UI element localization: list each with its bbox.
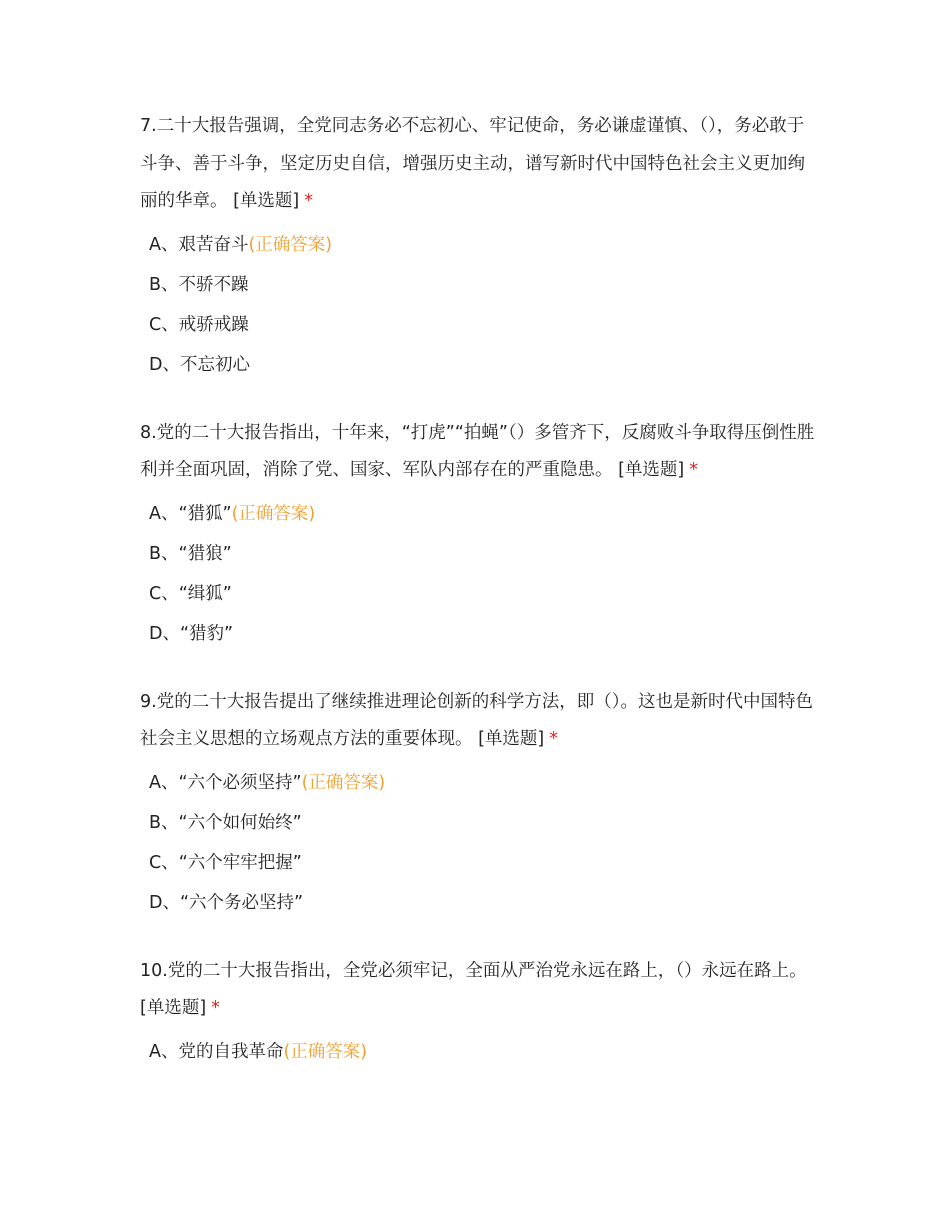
question-9	[140, 684, 820, 923]
option-d	[140, 345, 820, 385]
option-label: B、“六个如何始终”	[149, 812, 302, 833]
question-text	[140, 415, 820, 490]
option-label: D、“猎豹”	[149, 623, 234, 644]
option-label: A、艰苦奋斗	[149, 234, 249, 255]
question-type: [单选题]	[478, 729, 545, 749]
option-label: A、“猎狐”	[149, 503, 232, 524]
required-mark: *	[211, 998, 220, 1018]
option-a	[140, 763, 820, 803]
option-d	[140, 614, 820, 654]
question-8	[140, 415, 820, 654]
question-text	[140, 953, 820, 1028]
question-text	[140, 108, 820, 221]
required-mark: *	[689, 460, 698, 480]
required-mark: *	[304, 191, 313, 211]
correct-answer-mark: (正确答案)	[283, 1041, 368, 1062]
quiz-document	[140, 108, 820, 1102]
question-type: [单选题]	[140, 998, 207, 1018]
option-d	[140, 883, 820, 923]
correct-answer-mark: (正确答案)	[231, 503, 316, 524]
option-label: B、“猎狼”	[149, 543, 232, 564]
option-b	[140, 803, 820, 843]
question-type: [单选题]	[618, 460, 685, 480]
option-label: A、“六个必须坚持”	[149, 772, 302, 793]
option-label: C、“六个牢牢把握”	[149, 852, 302, 873]
option-label: D、“六个务必坚持”	[149, 892, 304, 913]
option-a	[140, 1032, 820, 1072]
question-stem: 10.党的二十大报告指出，全党必须牢记，全面从严治党永远在路上，（）永远在路上。	[140, 960, 807, 981]
option-c	[140, 574, 820, 614]
option-a	[140, 494, 820, 534]
question-stem: 8.党的二十大报告指出，十年来，“打虎”“拍蝇”（）多管齐下，反腐败斗争取得压倒性胜利并全面巩固，消除了党、国家、军队内部存在的严重隐患。	[140, 422, 815, 480]
question-7	[140, 108, 820, 385]
option-c	[140, 305, 820, 345]
option-b	[140, 534, 820, 574]
option-label: C、“缉狐”	[149, 583, 232, 604]
question-type: [单选题]	[233, 191, 300, 211]
question-stem: 7.二十大报告强调，全党同志务必不忘初心、牢记使命，务必谦虚谨慎、（），务必敢于斗争、善于斗争，坚定历史自信，增强历史主动，谱写新时代中国特色社会主义更加绚丽的华章。	[140, 116, 805, 211]
correct-answer-mark: (正确答案)	[301, 772, 386, 793]
option-a	[140, 225, 820, 265]
question-10	[140, 953, 820, 1072]
option-c	[140, 843, 820, 883]
option-b	[140, 265, 820, 305]
correct-answer-mark: (正确答案)	[248, 234, 333, 255]
question-stem: 9.党的二十大报告提出了继续推进理论创新的科学方法，即（）。这也是新时代中国特色社会主义思想的立场观点方法的重要体现。	[140, 691, 813, 749]
required-mark: *	[549, 729, 558, 749]
question-text	[140, 684, 820, 759]
option-label: D、不忘初心	[149, 354, 250, 375]
option-label: C、戒骄戒躁	[149, 314, 249, 335]
option-label: A、党的自我革命	[149, 1041, 284, 1062]
option-label: B、不骄不躁	[149, 274, 249, 295]
